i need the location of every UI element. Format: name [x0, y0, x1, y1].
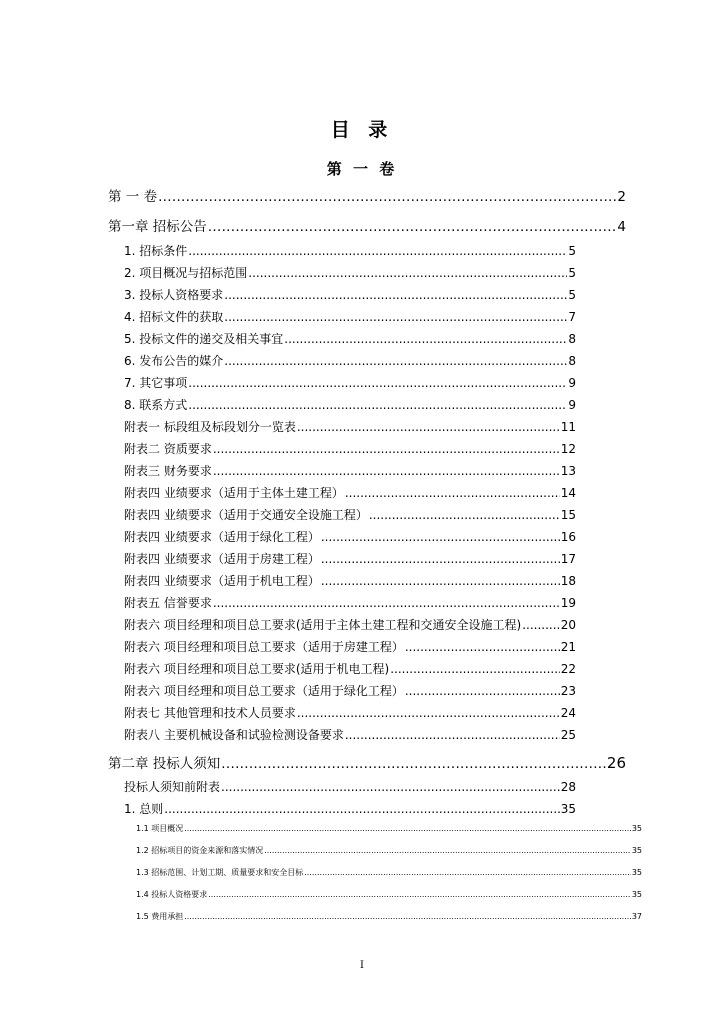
toc-entry[interactable] — [124, 726, 576, 743]
toc-entry-text: 附表二 资质要求 — [124, 442, 212, 456]
toc-leader — [321, 552, 560, 566]
toc-entry-chapter-2[interactable] — [108, 752, 626, 772]
toc-page: 4 — [617, 219, 626, 235]
toc-entry-text: 附表五 信誉要求 — [124, 596, 212, 610]
toc-leader — [221, 780, 560, 794]
toc-entry[interactable] — [124, 264, 576, 281]
toc-entry-text: 1.4 投标人资格要求 — [136, 890, 208, 899]
toc-entry-text: 附表三 财务要求 — [124, 464, 212, 478]
toc-page: 12 — [560, 442, 576, 456]
toc-page: 13 — [560, 464, 576, 478]
toc-entry-text: 投标人须知前附表 — [124, 780, 221, 794]
toc-leader — [188, 244, 567, 258]
toc-entry[interactable] — [124, 660, 576, 677]
toc-leader — [522, 618, 560, 632]
toc-entry-text: 7. 其它事项 — [124, 376, 188, 390]
toc-leader — [321, 530, 560, 544]
toc-page: 35 — [631, 890, 642, 899]
toc-entry[interactable] — [124, 638, 576, 655]
toc-page: 28 — [560, 780, 576, 794]
toc-leader — [405, 640, 560, 654]
toc-entry-text: 附表四 业绩要求（适用于主体土建工程） — [124, 486, 344, 500]
toc-leader — [213, 596, 560, 610]
toc-leader — [224, 310, 567, 324]
toc-leader — [158, 189, 616, 205]
toc-page: 23 — [560, 684, 576, 698]
toc-page: 35 — [631, 846, 642, 855]
toc-entry-text: 附表四 业绩要求（适用于交通安全设施工程） — [124, 508, 368, 522]
toc-entry[interactable] — [124, 308, 576, 325]
toc-leader — [188, 398, 567, 412]
toc-entry[interactable] — [124, 462, 576, 479]
toc-page: 25 — [560, 728, 576, 742]
toc-page: 35 — [631, 868, 642, 877]
toc-subentry[interactable] — [136, 823, 642, 834]
toc-entry-text: 1.5 费用承担 — [136, 912, 184, 921]
toc-entry-text: 1.3 招标范围、计划工期、质量要求和安全目标 — [136, 868, 304, 877]
toc-page: 19 — [560, 596, 576, 610]
toc-page: 35 — [631, 824, 642, 833]
toc-leader — [208, 219, 617, 235]
toc-page: 15 — [560, 508, 576, 522]
toc-entry[interactable] — [124, 440, 576, 457]
toc-page: 18 — [560, 574, 576, 588]
toc-page: 5 — [568, 266, 576, 280]
toc-leader — [297, 706, 560, 720]
toc-entry-text: 第 一 卷 — [108, 189, 158, 205]
toc-entry-text: 附表四 业绩要求（适用于绿化工程） — [124, 530, 320, 544]
toc-entry[interactable] — [124, 286, 576, 303]
toc-entry-chapter-1[interactable] — [108, 215, 626, 235]
toc-leader — [297, 420, 560, 434]
toc-subentry[interactable] — [136, 911, 642, 922]
toc-leader — [224, 288, 567, 302]
toc-entry[interactable] — [124, 594, 576, 611]
toc-entry-text: 1. 招标条件 — [124, 244, 188, 258]
toc-subentry[interactable] — [136, 889, 642, 900]
toc-page: 9 — [568, 376, 576, 390]
toc-page: 8 — [568, 354, 576, 368]
toc-entry[interactable] — [124, 374, 576, 391]
toc-page: 35 — [560, 802, 576, 816]
toc-entry-text: 8. 联系方式 — [124, 398, 188, 412]
toc-entry-text: 第二章 投标人须知 — [108, 756, 221, 772]
toc-leader — [184, 824, 631, 833]
toc-entry[interactable] — [124, 484, 576, 501]
toc-entry[interactable] — [124, 352, 576, 369]
toc-entry-text: 4. 招标文件的获取 — [124, 310, 224, 324]
toc-page: 7 — [568, 310, 576, 324]
toc-leader — [304, 868, 631, 877]
toc-page: 9 — [568, 398, 576, 412]
toc-entry[interactable] — [124, 778, 576, 795]
toc-entry[interactable] — [124, 572, 576, 589]
toc-page: 5 — [568, 288, 576, 302]
toc-entry[interactable] — [124, 528, 576, 545]
toc-entry[interactable] — [124, 704, 576, 721]
toc-entry-text: 附表六 项目经理和项目总工要求(适用于主体土建工程和交通安全设施工程) — [124, 618, 522, 632]
volume-heading: 第 一 卷 — [326, 160, 398, 178]
toc-leader — [224, 354, 567, 368]
toc-entry[interactable] — [124, 616, 576, 633]
toc-entry[interactable] — [124, 396, 576, 413]
toc-entry-text: 5. 投标文件的递交及相关事宜 — [124, 332, 284, 346]
toc-leader — [345, 486, 560, 500]
toc-entry[interactable] — [124, 550, 576, 567]
toc-leader — [405, 684, 560, 698]
toc-leader — [188, 376, 567, 390]
toc-leader — [184, 912, 631, 921]
toc-entry-text: 第一章 招标公告 — [108, 219, 207, 235]
toc-leader — [390, 662, 560, 676]
toc-subentry[interactable] — [136, 845, 642, 856]
toc-page: 17 — [560, 552, 576, 566]
toc-page: 8 — [568, 332, 576, 346]
toc-leader — [284, 332, 567, 346]
toc-leader — [345, 728, 560, 742]
toc-entry[interactable] — [124, 330, 576, 347]
toc-entry-text: 1. 总则 — [124, 802, 164, 816]
toc-entry-text: 附表四 业绩要求（适用于机电工程） — [124, 574, 320, 588]
toc-page: 21 — [560, 640, 576, 654]
toc-entry-text: 6. 发布公告的媒介 — [124, 354, 224, 368]
toc-entry-text: 3. 投标人资格要求 — [124, 288, 224, 302]
toc-entry-text: 附表一 标段组及标段划分一览表 — [124, 420, 296, 434]
toc-page: 37 — [631, 912, 642, 921]
toc-entry-text: 1.1 项目概况 — [136, 824, 184, 833]
toc-page: 16 — [560, 530, 576, 544]
toc-subentry[interactable] — [136, 867, 642, 878]
toc-entry-text: 附表八 主要机械设备和试验检测设备要求 — [124, 728, 344, 742]
toc-leader — [213, 464, 560, 478]
toc-page: 24 — [560, 706, 576, 720]
toc-page: 2 — [617, 189, 626, 205]
toc-leader — [221, 756, 606, 772]
toc-entry-text: 附表六 项目经理和项目总工要求(适用于机电工程) — [124, 662, 390, 676]
toc-leader — [264, 846, 631, 855]
toc-leader — [369, 508, 560, 522]
toc-entry-text: 2. 项目概况与招标范围 — [124, 266, 248, 280]
toc-entry[interactable] — [124, 242, 576, 259]
toc-leader — [213, 442, 560, 456]
toc-entry-text: 1.2 招标项目的资金来源和落实情况 — [136, 846, 264, 855]
toc-leader — [321, 574, 560, 588]
toc-page: 26 — [606, 754, 626, 772]
toc-entry[interactable] — [124, 682, 576, 699]
toc-leader — [164, 802, 559, 816]
toc-page: 20 — [560, 618, 576, 632]
page-number-footer: I — [360, 960, 364, 971]
toc-entry-volume[interactable] — [108, 185, 626, 205]
toc-entry[interactable] — [124, 506, 576, 523]
toc-page: 5 — [568, 244, 576, 258]
toc-entry[interactable] — [124, 418, 576, 435]
toc-leader — [248, 266, 567, 280]
toc-entry-text: 附表四 业绩要求（适用于房建工程） — [124, 552, 320, 566]
toc-title: 目 录 — [330, 119, 394, 141]
toc-entry-text: 附表六 项目经理和项目总工要求（适用于绿化工程） — [124, 684, 404, 698]
toc-leader — [208, 890, 631, 899]
toc-page: 11 — [560, 420, 576, 434]
toc-page: 22 — [560, 662, 576, 676]
toc-page: 14 — [560, 486, 576, 500]
toc-entry-text: 附表七 其他管理和技术人员要求 — [124, 706, 296, 720]
toc-entry-text: 附表六 项目经理和项目总工要求（适用于房建工程） — [124, 640, 404, 654]
toc-entry[interactable] — [124, 800, 576, 817]
